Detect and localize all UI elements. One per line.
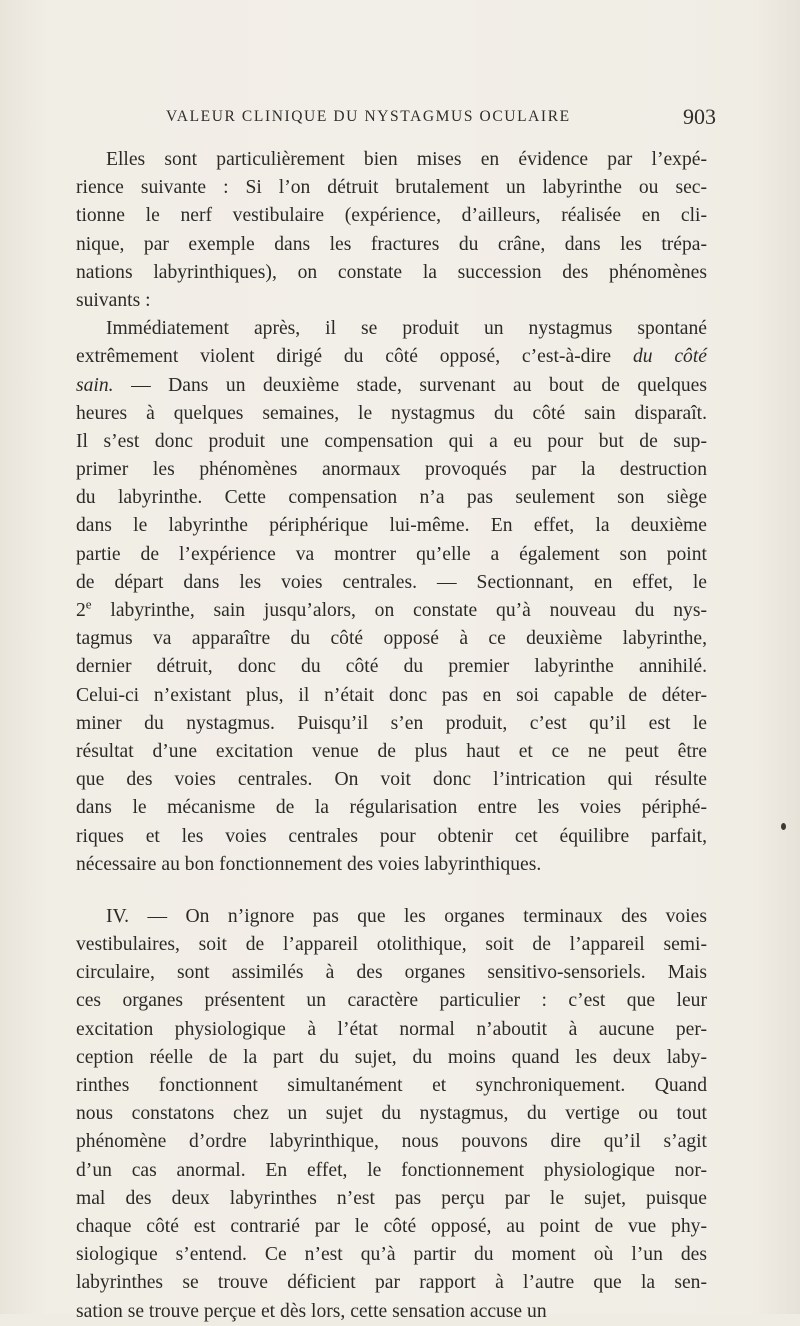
text-line: vestibulaires, soit de l’appareil otolithique, soit de l’appareil semi- <box>76 934 707 956</box>
text-line: excitation physiologique à l’état normal n’aboutit à aucune per- <box>76 1018 707 1040</box>
text-line: que des voies centrales. On voit donc l’intrication qui résulte <box>76 769 707 791</box>
text-line: heures à quelques semaines, le nystagmus du côté sain disparaît. <box>76 402 707 424</box>
text-line: tionne le nerf vestibulaire (expérience, d’ailleurs, réalisée en cli- <box>76 205 707 227</box>
text-line: Elles sont particulièrement bien mises en évidence par l’expé- <box>106 149 707 170</box>
text-line: nations labyrinthiques), on constate la succession des phénomènes <box>76 261 707 283</box>
text-line: dans le mécanisme de la régularisation entre les voies périphé- <box>76 797 707 819</box>
text-line: 2e labyrinthe, sain jusqu’alors, on constate qu’à nouveau du nys- <box>76 596 707 621</box>
text-line: nécessaire au bon fonctionnement des voies labyrinthiques. <box>76 853 542 875</box>
text-line: Immédiatement après, il se produit un nystagmus spontané <box>106 318 707 340</box>
paragraph <box>76 315 707 879</box>
paragraph <box>76 903 707 1326</box>
text-line: rinthes fonctionnent simultanément et synchroniquement. Quand <box>76 1075 707 1096</box>
text-line: Il s’est donc produit une compensation qui a eu pour but de sup- <box>76 430 707 452</box>
text-line: du labyrinthe. Cette compensation n’a pas seulement son siège <box>76 487 707 509</box>
text-line: partie de l’expérience va montrer qu’elle a également son point <box>76 543 707 565</box>
text-line: extrêmement violent dirigé du côté opposé, c’est-à-dire du côté <box>76 346 707 368</box>
text-line: dernier détruit, donc du côté du premier labyrinthe annihilé. <box>76 656 707 678</box>
page-number: 903 <box>683 104 716 129</box>
running-head <box>96 104 716 128</box>
text-line: Celui-ci n’existant plus, il n’était donc pas en soi capable de déter- <box>76 684 707 706</box>
text-line: sain. — Dans un deuxième stade, survenant au bout de quelques <box>76 374 707 396</box>
text-line: rience suivante : Si l’on détruit brutalement un labyrinthe ou sec- <box>76 177 707 199</box>
body-text <box>76 146 707 1326</box>
text-line: IV. — On n’ignore pas que les organes terminaux des voies <box>106 905 707 927</box>
text-line: mal des deux labyrinthes n’est pas perçu par le sujet, puisque <box>76 1187 707 1209</box>
text-line: résultat d’une excitation venue de plus haut et ce ne peut être <box>76 740 707 762</box>
text-line: ception réelle de la part du sujet, du moins quand les deux laby- <box>76 1046 707 1068</box>
text-line: dans le labyrinthe périphérique lui-même. En effet, la deuxième <box>76 515 707 537</box>
text-line: sation se trouve perçue et dès lors, cette sensation accuse un <box>76 1300 547 1322</box>
text-line: labyrinthes se trouve déficient par rapport à l’autre que la sen- <box>76 1272 707 1294</box>
text-line: tagmus va apparaître du côté opposé à ce deuxième labyrinthe, <box>76 628 707 650</box>
text-line: miner du nystagmus. Puisqu’il s’en produit, c’est qu’il est le <box>76 712 707 734</box>
text-line: nique, par exemple dans les fractures du crâne, dans les trépa- <box>76 233 707 255</box>
paragraph <box>76 146 707 315</box>
text-line: riques et les voies centrales pour obtenir cet équilibre parfait, <box>76 825 707 847</box>
text-line: de départ dans les voies centrales. — Sectionnant, en effet, le <box>76 571 707 593</box>
text-line: primer les phénomènes anormaux provoqués par la destruction <box>76 459 707 481</box>
text-line: d’un cas anormal. En effet, le fonctionnement physiologique nor- <box>76 1159 707 1181</box>
section-gap <box>76 879 707 903</box>
running-title: VALEUR CLINIQUE DU NYSTAGMUS OCULAIRE <box>166 108 571 125</box>
text-line: circulaire, sont assimilés à des organes sensitivo-sensoriels. Mais <box>76 962 707 984</box>
text-line: nous constatons chez un sujet du nystagmus, du vertige ou tout <box>76 1103 707 1125</box>
text-line: suivants : <box>76 289 151 311</box>
ink-speck <box>781 823 786 830</box>
text-line: siologique s’entend. Ce n’est qu’à partir du moment où l’un des <box>76 1244 707 1266</box>
text-line: ces organes présentent un caractère particulier : c’est que leur <box>76 990 707 1012</box>
text-line: phénomène d’ordre labyrinthique, nous pouvons dire qu’il s’agit <box>76 1131 707 1153</box>
text-line: chaque côté est contrarié par le côté opposé, au point de vue phy- <box>76 1215 707 1237</box>
